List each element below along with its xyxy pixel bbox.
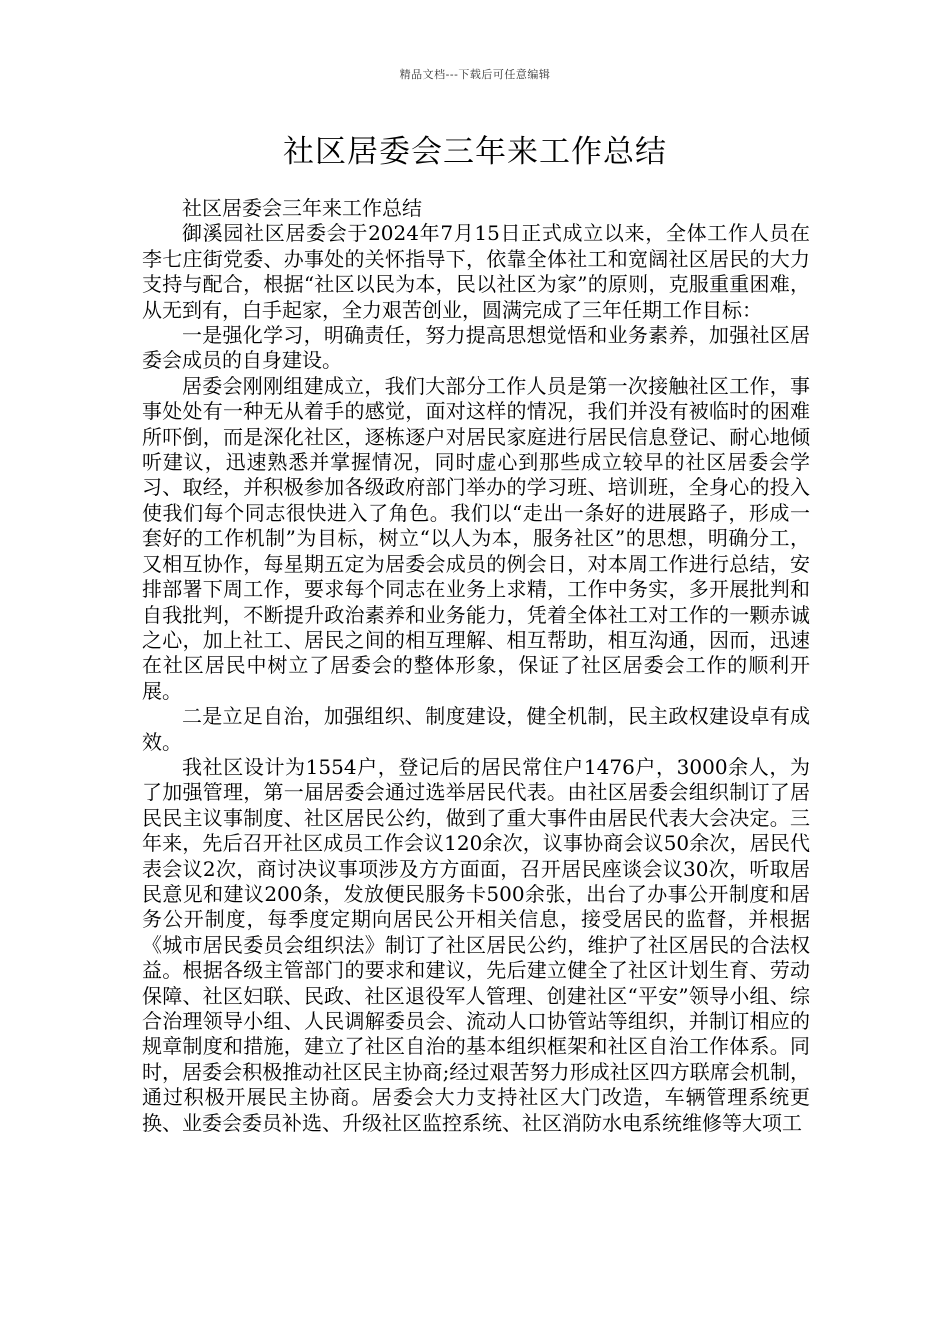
subtitle-paragraph: 社区居委会三年来工作总结 (182, 196, 422, 220)
header-note: 精品文档---下载后可任意编辑 (399, 68, 551, 81)
document-title: 社区居委会三年来工作总结 (283, 134, 667, 170)
section-two-paragraph: 我社区设计为1554户，登记后的居民常住户1476户，3000余人，为了加强管理，第一届居委会通过选举居民代表。由社区居委会组织制订了居民民主议事制度、社区居民公约，做到了重大事件由居民代表大会决定。三年来，先后召开社区成员工作会议120余次，议事协商会议50余次，居民代表会议2次，商讨决议事项涉及方方面面，召开居民座谈会议30次，听取居民意见和建议200条，发放便民服务卡500余张，出台了办事公开制度和居务公开制度，每季度定期向居民公开相关信息，接受居民的监督，并根据《城市居民委员会组织法》制订了社区居民公约，维护了社区居民的合法权益。根据各级主管部门的要求和建议，先后建立健全了社区计划生育、劳动保障、社区妇联、民政、社区退役军人管理、创建社区“平安”领导小组、综合治理领导小组、人民调解委员会、流动人口协管站等组织，并制订相应的规章制度和措施，建立了社区自治的基本组织框架和社区自治工作体系。同时，居委会积极推动社区民主协商;经过艰苦努力形成社区四方联席会机制，通过积极开展民主协商。居委会大力支持社区大门改造，车辆管理系统更换、业委会委员补选、升级社区监控系统、社区消防水电系统维修等大项工 (142, 754, 810, 1135)
section-one-paragraph: 居委会刚刚组建成立，我们大部分工作人员是第一次接触社区工作，事事处处有一种无从着手的感觉，面对这样的情况，我们并没有被临时的困难所吓倒，而是深化社区，逐栋逐户对居民家庭进行居民信息登记、耐心地倾听建议，迅速熟悉并掌握情况，同时虚心到那些成立较早的社区居委会学习、取经，并积极参加各级政府部门举办的学习班、培训班，全身心的投入使我们每个同志很快进入了角色。我们以“走出一条好的进展路子，形成一套好的工作机制”为目标，树立“以人为本，服务社区”的思想，明确分工，又相互协作，每星期五定为居委会成员的例会日，对本周工作进行总结，安排部署下周工作，要求每个同志在业务上求精，工作中务实，多开展批判和自我批判，不断提升政治素养和业务能力，凭着全体社工对工作的一颗赤诚之心，加上社工、居民之间的相互理解、相互帮助，相互沟通，因而，迅速在社区居民中树立了居委会的整体形象，保证了社区居委会工作的顺利开展。 (142, 373, 810, 703)
document-body (142, 196, 810, 1136)
intro-paragraph: 御溪园社区居委会于2024年7月15日正式成立以来，全体工作人员在李七庄街党委、办事处的关怀指导下，依靠全体社工和宽阔社区居民的大力支持与配合，根据“社区以民为本，民以社区为家”的原则，克服重重困难，从无到有，白手起家，全力艰苦创业，圆满完成了三年任期工作目标： (142, 221, 810, 322)
section-one-heading: 一是强化学习，明确责任，努力提高思想觉悟和业务素养，加强社区居委会成员的自身建设。 (142, 323, 810, 373)
section-two-heading: 二是立足自治，加强组织、制度建设，健全机制，民主政权建设卓有成效。 (142, 704, 810, 754)
